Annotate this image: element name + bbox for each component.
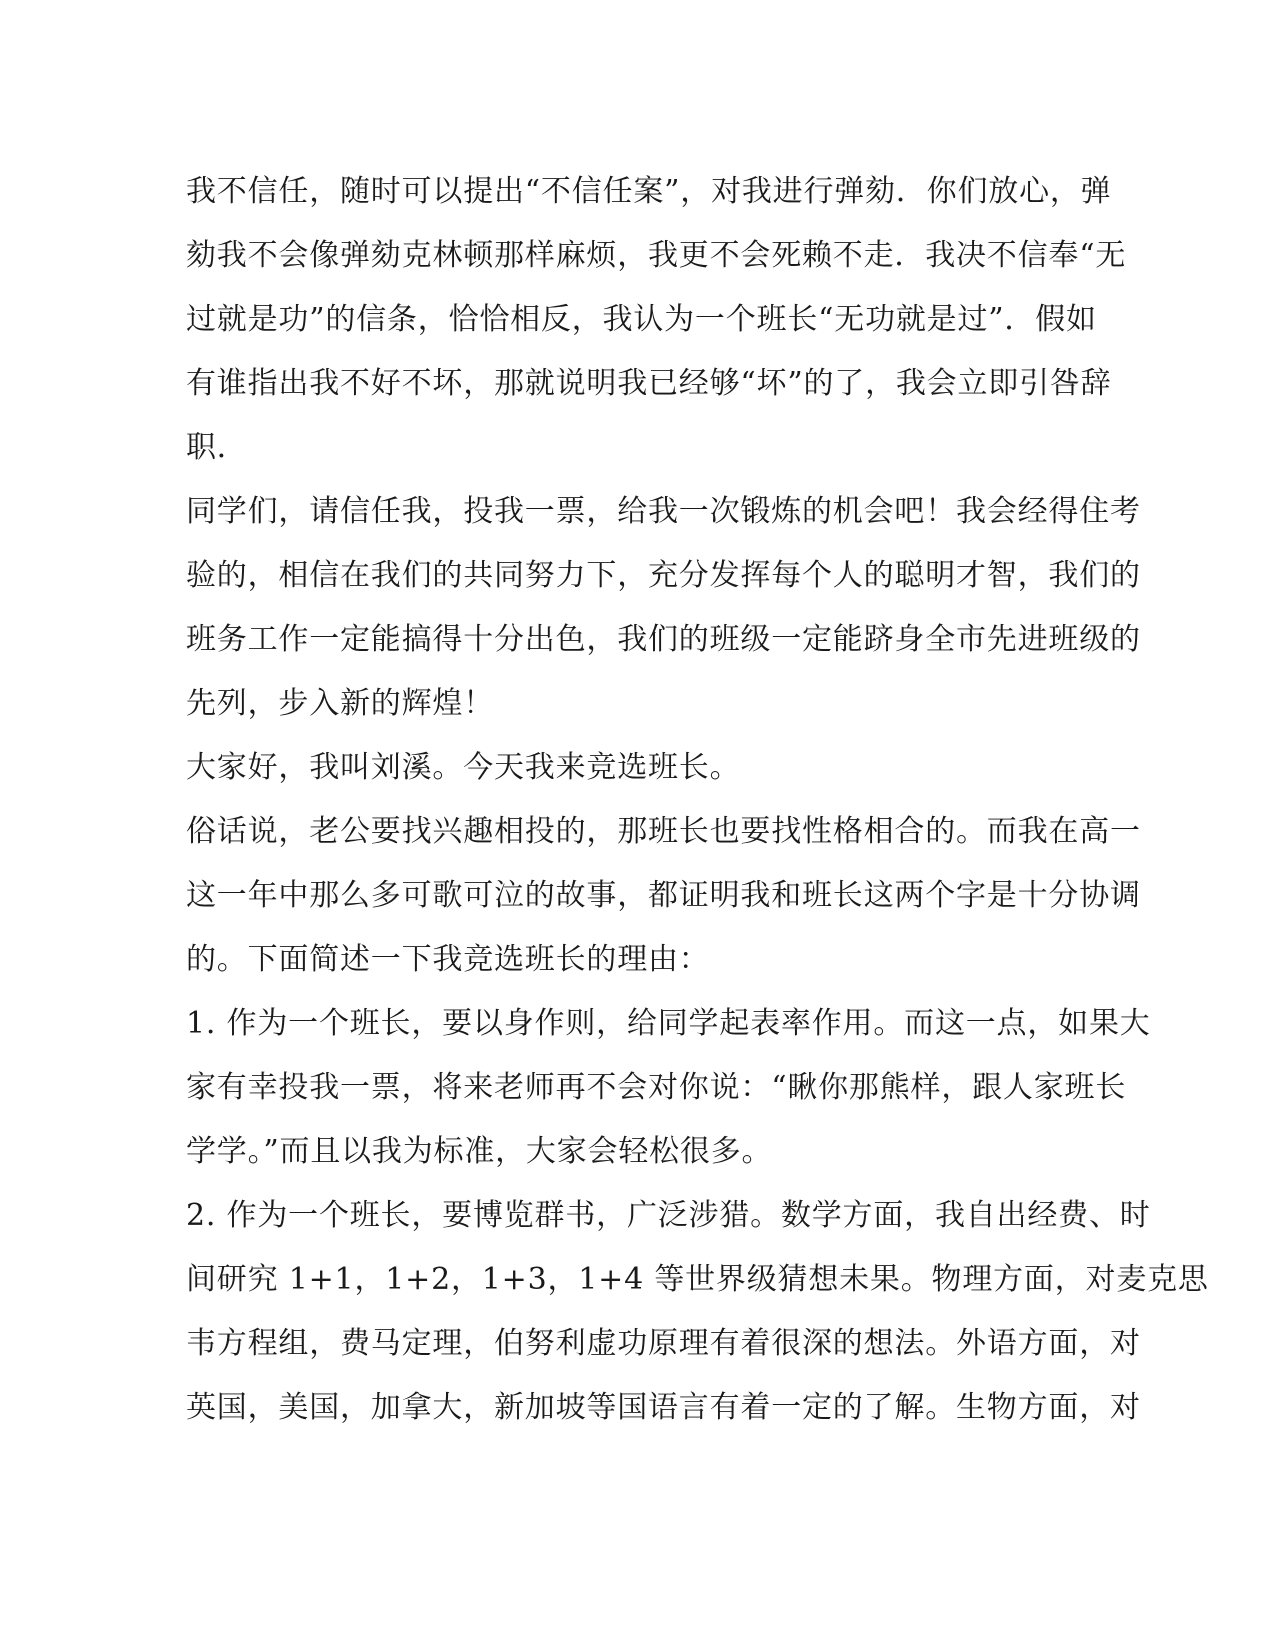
document-body xyxy=(186,160,1209,1440)
text-line: 间研究 1+1，1+2，1+3，1+4 等世界级猜想未果。物理方面，对麦克思 xyxy=(186,1262,1209,1297)
text-line: 同学们，请信任我，投我一票，给我一次锻炼的机会吧！我会经得住考 xyxy=(186,494,1141,529)
text-line: 1. 作为一个班长，要以身作则，给同学起表率作用。而这一点，如果大 xyxy=(186,1006,1151,1041)
text-line: 先列，步入新的辉煌！ xyxy=(186,686,494,721)
text-line: 验的，相信在我们的共同努力下，充分发挥每个人的聪明才智，我们的 xyxy=(186,558,1141,593)
text-line: 过就是功”的信条，恰恰相反，我认为一个班长“无功就是过”．假如 xyxy=(186,302,1097,337)
text-line: 职． xyxy=(186,430,248,465)
text-line: 班务工作一定能搞得十分出色，我们的班级一定能跻身全市先进班级的 xyxy=(186,622,1141,657)
text-line: 有谁指出我不好不坏，那就说明我已经够“坏”的了，我会立即引咎辞 xyxy=(186,366,1112,401)
text-line: 韦方程组，费马定理，伯努利虚功原理有着很深的想法。外语方面，对 xyxy=(186,1326,1141,1361)
text-line: 俗话说，老公要找兴趣相投的，那班长也要找性格相合的。而我在高一 xyxy=(186,814,1141,849)
text-line: 2. 作为一个班长，要博览群书，广泛涉猎。数学方面，我自出经费、时 xyxy=(186,1198,1151,1233)
text-line: 我不信任，随时可以提出“不信任案”，对我进行弹劾．你们放心，弹 xyxy=(186,174,1112,209)
text-line: 大家好，我叫刘溪。今天我来竞选班长。 xyxy=(186,750,741,785)
text-line: 劾我不会像弹劾克林顿那样麻烦，我更不会死赖不走．我决不信奉“无 xyxy=(186,238,1127,273)
text-line: 的。下面简述一下我竞选班长的理由： xyxy=(186,942,710,977)
text-line: 这一年中那么多可歌可泣的故事，都证明我和班长这两个字是十分协调 xyxy=(186,878,1141,913)
text-line: 家有幸投我一票，将来老师再不会对你说：“瞅你那熊样，跟人家班长 xyxy=(186,1070,1127,1105)
text-line: 学学。”而且以我为标准，大家会轻松很多。 xyxy=(186,1134,773,1169)
text-line: 英国，美国，加拿大，新加坡等国语言有着一定的了解。生物方面，对 xyxy=(186,1390,1141,1425)
